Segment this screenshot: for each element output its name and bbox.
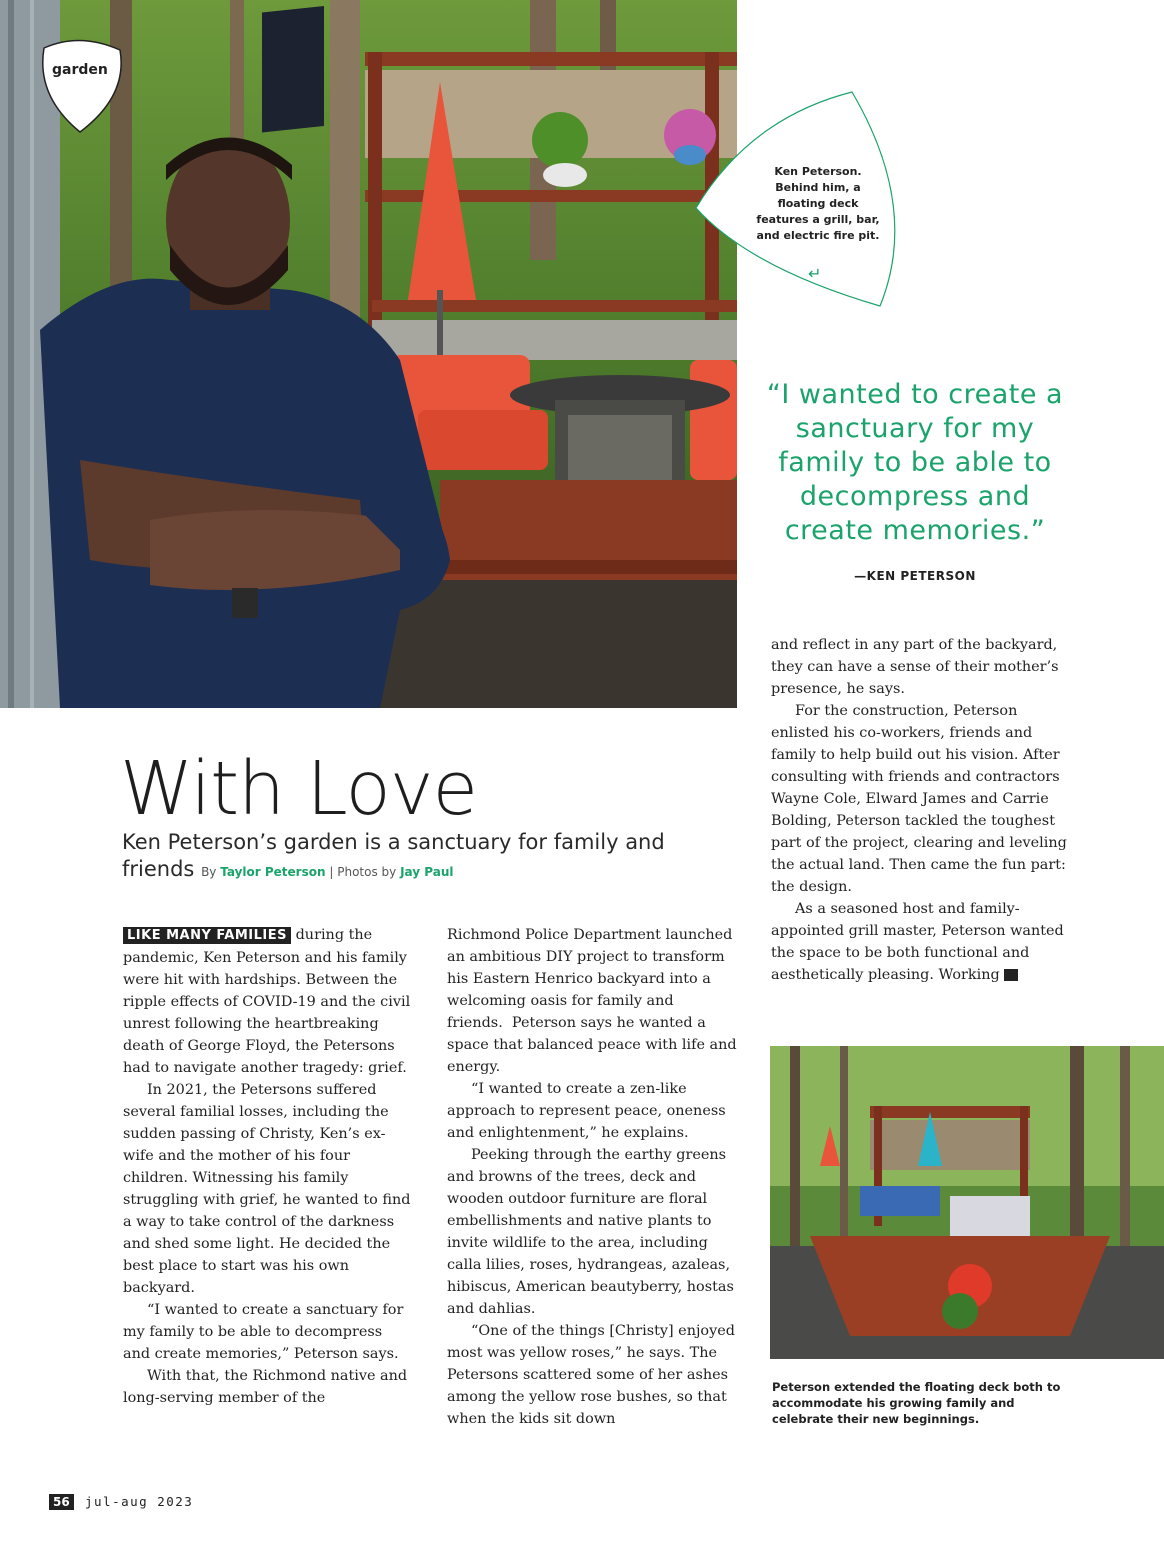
- byline: [201, 865, 453, 879]
- body-column-2: [447, 924, 737, 1430]
- section-tab-shape: [40, 36, 124, 134]
- body-column-3: [771, 634, 1071, 986]
- body-paragraph-8: For the construction, Peterson enlisted his co-workers, friends and family to help build out his vision. After consulting with friends and contractors Wayne Cole, Elward James and Carrie Bolding, Peterson tackled the toughest part of the project, clearing and leveling the actual land. Then came the fun part: the design.: [771, 703, 1067, 895]
- author-name: Taylor Peterson: [220, 865, 326, 879]
- body-column-1: [123, 924, 413, 1409]
- body-paragraph-4-end: Richmond Police Department launched an ambitious DIY project to transform his Eastern Henrico backyard into a welcoming oasis for family and friends. Peterson says he wanted a space that balanced peace with life and energy.: [447, 927, 737, 1075]
- body-paragraph-7-start: “One of the things [Christy] enjoyed most was yellow roses,” he says. The Petersons scattered some of her ashes among the yellow rose bushes, so that when the kids sit down: [447, 1323, 735, 1427]
- return-arrow-icon: ↵: [808, 264, 822, 283]
- page-number: 56: [49, 1494, 74, 1510]
- deck: [122, 829, 712, 886]
- body-paragraph-6: Peeking through the earthy greens and browns of the trees, deck and wooden outdoor furniture are floral embellishments and native plants to invite wildlife to the area, including calla lilies, roses, hydrangeas, azaleas, hibiscus, American beautyberry, hostas and dahlias.: [447, 1147, 734, 1317]
- hero-photo-caption: Ken Peterson. Behind him, a floating deck features a grill, bar, and electric fire pit.: [756, 165, 880, 242]
- body-paragraph-1: during the pandemic, Ken Peterson and his family were hit with hardships. Between the ripple effects of COVID-19 and the civil unrest following the heartbreaking death of George Floyd, the Petersons had to navigate another tragedy: grief.: [123, 927, 411, 1076]
- lead-in: LIKE MANY FAMILIES: [123, 927, 291, 944]
- pull-quote: “I wanted to create a sanctuary for my family to be able to decompress and create memories.”: [766, 379, 1064, 546]
- headline: With Love: [120, 746, 478, 832]
- deck-photo-caption: Peterson extended the floating deck both to accommodate his growing family and celebrate their new beginnings.: [772, 1380, 1061, 1426]
- byline-separator: |: [329, 865, 334, 879]
- deck-photo: [770, 1046, 1164, 1359]
- deck-text: Ken Peterson’s garden is a sanctuary for family and friends: [122, 830, 665, 881]
- body-paragraph-5: “I wanted to create a zen-like approach to represent peace, oneness and enlightenment,” he explains.: [447, 1081, 726, 1141]
- by-label: By: [201, 865, 217, 879]
- pull-quote-attribution: —KEN PETERSON: [854, 569, 976, 583]
- body-paragraph-3: “I wanted to create a sanctuary for my family to be able to decompress and create memories,” Peterson says.: [123, 1302, 404, 1362]
- issue-date: jul-aug 2023: [85, 1494, 194, 1509]
- continued-arrow-icon: ➔: [1004, 969, 1018, 981]
- section-tab-label: garden: [52, 62, 108, 78]
- body-paragraph-2: In 2021, the Petersons suffered several familial losses, including the sudden passing of Christy, Ken’s ex-wife and the mother of his four children. Witnessing his family struggling with grief, he wanted to find a way to take control of the darkness and shed some light. He decided the best place to start was his own backyard.: [123, 1082, 411, 1296]
- photographer-name: Jay Paul: [400, 865, 454, 879]
- body-paragraph-7-end: and reflect in any part of the backyard, they can have a sense of their mother’s presence, he says.: [771, 637, 1059, 697]
- body-paragraph-9: As a seasoned host and family-appointed grill master, Peterson wanted the space to be both functional and aesthetically pleasing. Working: [771, 901, 1064, 983]
- body-paragraph-4-start: With that, the Richmond native and long-serving member of the: [123, 1368, 408, 1406]
- photos-label: Photos by: [337, 865, 397, 879]
